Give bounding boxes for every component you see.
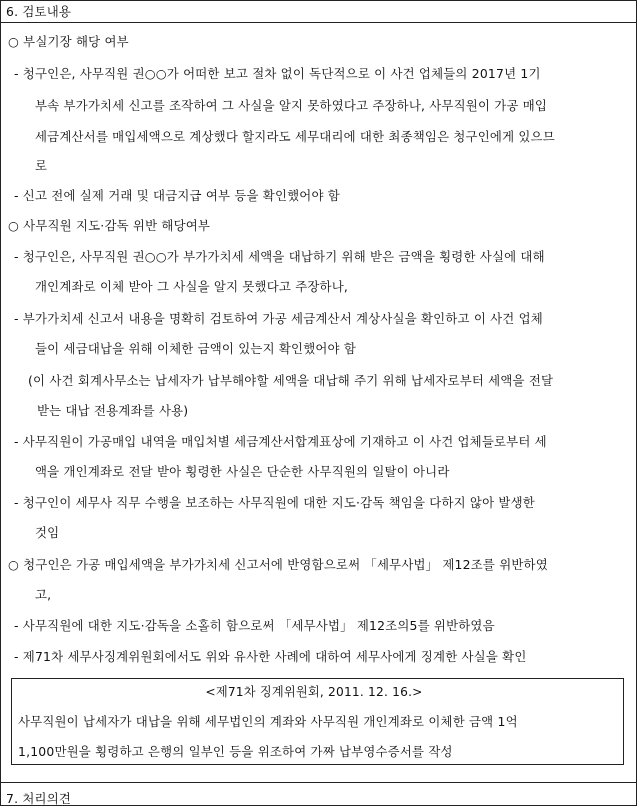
paragraph-line: - 제71차 세무사징계위원회에서도 위와 유사한 사례에 대하여 세무사에게 징계한 사실을 확인 (14, 649, 527, 664)
heading-violation: ○ 청구인은 가공 매입세액을 부가가치세 신고서에 반영함으로써 「세무사법」 제12조를 위반하였 (8, 557, 548, 572)
section-7-title: 7. 처리의견 (6, 791, 72, 806)
paragraph-line: - 청구인은, 사무직원 권○○가 어떠한 보고 절차 없이 독단적으로 이 사건 업체들의 2017년 1기 (14, 66, 541, 81)
paragraph-line: 세금계산서를 매입세액으로 계상했다 할지라도 세무대리에 대한 최종책임은 청구인에게 있으므 (35, 129, 555, 144)
heading-supervision: ○ 사무직원 지도·감독 위반 해당여부 (8, 218, 211, 233)
precedent-title: <제71차 징계위원회, 2011. 12. 16.> (205, 684, 423, 699)
precedent-line: 사무직원이 납세자가 대납을 위해 세무법인의 계좌와 사무직원 개인계좌로 이체한 금액 1억 (18, 714, 518, 729)
paragraph-line: 받는 대납 전용계좌를 사용) (37, 403, 189, 418)
paragraph-line: - 청구인이 세무사 직무 수행을 보조하는 사무직원에 대한 지도·감독 책임을 다하지 않아 발생한 (14, 495, 535, 510)
paragraph-line: - 사무직원이 가공매입 내역을 매입처별 세금계산서합계표상에 기재하고 이 사건 업체들로부터 세 (14, 434, 547, 449)
paragraph-line: 액을 개인계좌로 전달 받아 횡령한 사실은 단순한 사무직원의 일탈이 아니라 (35, 464, 450, 479)
paragraph-line: 것임 (35, 525, 60, 540)
paragraph-line: - 사무직원에 대한 지도·감독을 소홀히 함으로써 「세무사법」 제12조의5를 위반하였음 (14, 618, 495, 633)
paragraph-line: - 신고 전에 실제 거래 및 대금지급 여부 등을 확인했어야 함 (14, 188, 340, 203)
paragraph-line: 부속 부가가치세 신고를 조작하여 그 사실을 알지 못하였다고 주장하나, 사무직원이 가공 매입 (35, 98, 548, 113)
paragraph-line: 들이 세금대납을 위해 이체한 금액이 있는지 확인했어야 함 (35, 341, 357, 356)
paragraph-line: 로 (35, 158, 48, 173)
section-6-title: 6. 검토내용 (6, 4, 72, 19)
heading-bookkeeping: ○ 부실기장 해당 여부 (8, 34, 129, 49)
paragraph-line: - 부가가치세 신고서 내용을 명확히 검토하여 가공 세금계산서 계상사실을 확인하고 이 사건 업체 (14, 311, 543, 326)
section-divider-bottom (0, 782, 637, 783)
precedent-line: 1,100만원을 횡령하고 은행의 일부인 등을 위조하여 가짜 납부영수증서를 작성 (18, 744, 453, 759)
section-divider-top (0, 22, 637, 23)
paragraph-line: (이 사건 회계사무소는 납세자가 납부해야할 세액을 대납해 주기 위해 납세자로부터 세액을 전달 (28, 373, 554, 388)
paragraph-line: 고, (35, 587, 52, 602)
paragraph-line: - 청구인은, 사무직원 권○○가 부가가치세 세액을 대납하기 위해 받은 금액을 횡령한 사실에 대해 (14, 249, 545, 264)
paragraph-line: 개인계좌로 이체 받아 그 사실을 알지 못했다고 주장하나, (35, 279, 349, 294)
